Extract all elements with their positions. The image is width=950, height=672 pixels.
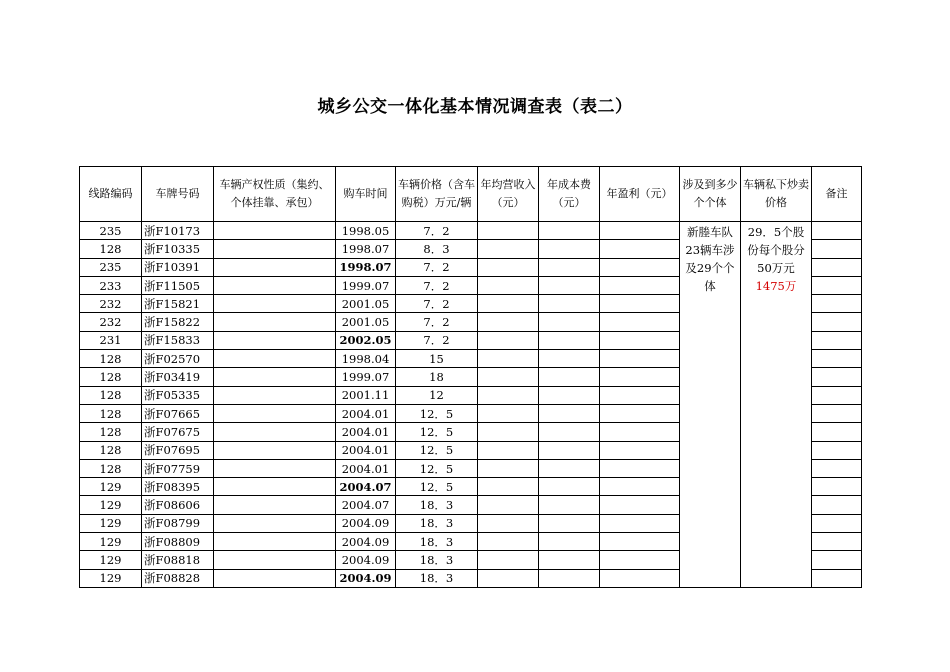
- cell-route-code: 128: [80, 404, 142, 422]
- cell-annual-cost: [539, 423, 600, 441]
- cell-annual-profit: [600, 240, 680, 258]
- cell-annual-cost: [539, 533, 600, 551]
- cell-price: 18: [396, 368, 478, 386]
- cell-purchase-time: 2004.01: [336, 459, 396, 477]
- cell-route-code: 128: [80, 240, 142, 258]
- header-remarks: 备注: [812, 167, 862, 222]
- cell-purchase-time: 2001.05: [336, 295, 396, 313]
- cell-price: 7．2: [396, 222, 478, 240]
- cell-annual-profit: [600, 350, 680, 368]
- cell-plate: 浙F08799: [142, 514, 214, 532]
- cell-price: 18．3: [396, 569, 478, 587]
- cell-purchase-time: 1999.07: [336, 276, 396, 294]
- cell-route-code: 128: [80, 368, 142, 386]
- cell-annual-revenue: [478, 459, 539, 477]
- cell-route-code: 232: [80, 313, 142, 331]
- cell-purchase-time: 2004.09: [336, 533, 396, 551]
- cell-remarks: [812, 496, 862, 514]
- table-body: [80, 167, 862, 588]
- cell-remarks: [812, 569, 862, 587]
- cell-route-code: 129: [80, 514, 142, 532]
- cell-annual-profit: [600, 533, 680, 551]
- cell-annual-cost: [539, 514, 600, 532]
- cell-remarks: [812, 459, 862, 477]
- cell-price: 12．5: [396, 459, 478, 477]
- cell-annual-revenue: [478, 551, 539, 569]
- cell-purchase-time: 1998.04: [336, 350, 396, 368]
- cell-annual-revenue: [478, 386, 539, 404]
- cell-annual-cost: [539, 222, 600, 240]
- cell-remarks: [812, 533, 862, 551]
- cell-ownership: [214, 222, 336, 240]
- cell-ownership: [214, 496, 336, 514]
- cell-route-code: 129: [80, 478, 142, 496]
- cell-annual-revenue: [478, 441, 539, 459]
- cell-annual-cost: [539, 331, 600, 349]
- private-price-total: 1475万: [755, 279, 797, 293]
- cell-ownership: [214, 386, 336, 404]
- header-individuals: 涉及到多少个个体: [680, 167, 741, 222]
- header-annual-revenue: 年均营收入（元）: [478, 167, 539, 222]
- cell-route-code: 129: [80, 569, 142, 587]
- cell-route-code: 128: [80, 459, 142, 477]
- cell-annual-revenue: [478, 222, 539, 240]
- cell-purchase-time: 2001.11: [336, 386, 396, 404]
- header-purchase-time: 购车时间: [336, 167, 396, 222]
- cell-price: 12: [396, 386, 478, 404]
- cell-annual-cost: [539, 569, 600, 587]
- cell-plate: 浙F05335: [142, 386, 214, 404]
- cell-annual-profit: [600, 258, 680, 276]
- cell-annual-revenue: [478, 404, 539, 422]
- cell-plate: 浙F10391: [142, 258, 214, 276]
- cell-purchase-time: 2004.09: [336, 514, 396, 532]
- cell-purchase-time: 2002.05: [336, 331, 396, 349]
- cell-price: 7．2: [396, 313, 478, 331]
- cell-purchase-time: 2004.01: [336, 441, 396, 459]
- cell-annual-revenue: [478, 240, 539, 258]
- cell-annual-cost: [539, 368, 600, 386]
- cell-remarks: [812, 313, 862, 331]
- cell-route-code: 129: [80, 496, 142, 514]
- cell-plate: 浙F15833: [142, 331, 214, 349]
- cell-ownership: [214, 295, 336, 313]
- cell-price: 18．3: [396, 551, 478, 569]
- cell-purchase-time: 2004.09: [336, 551, 396, 569]
- cell-ownership: [214, 368, 336, 386]
- cell-ownership: [214, 240, 336, 258]
- cell-annual-profit: [600, 295, 680, 313]
- cell-annual-revenue: [478, 368, 539, 386]
- private-price-note: 29．5个股份每个股分50万元: [747, 225, 805, 275]
- cell-plate: 浙F08818: [142, 551, 214, 569]
- cell-route-code: 235: [80, 258, 142, 276]
- cell-route-code: 128: [80, 386, 142, 404]
- header-plate: 车牌号码: [142, 167, 214, 222]
- cell-purchase-time: 2004.07: [336, 478, 396, 496]
- cell-price: 18．3: [396, 533, 478, 551]
- cell-annual-cost: [539, 313, 600, 331]
- cell-annual-revenue: [478, 276, 539, 294]
- cell-plate: 浙F10335: [142, 240, 214, 258]
- cell-annual-cost: [539, 350, 600, 368]
- cell-ownership: [214, 258, 336, 276]
- cell-annual-revenue: [478, 496, 539, 514]
- cell-purchase-time: 1998.07: [336, 240, 396, 258]
- cell-remarks: [812, 295, 862, 313]
- header-row: [80, 167, 862, 222]
- cell-route-code: 232: [80, 295, 142, 313]
- cell-annual-cost: [539, 404, 600, 422]
- cell-plate: 浙F08809: [142, 533, 214, 551]
- cell-plate: 浙F15821: [142, 295, 214, 313]
- header-annual-profit: 年盈利（元）: [600, 167, 680, 222]
- cell-annual-profit: [600, 441, 680, 459]
- cell-annual-profit: [600, 313, 680, 331]
- cell-ownership: [214, 404, 336, 422]
- cell-annual-revenue: [478, 569, 539, 587]
- cell-remarks: [812, 222, 862, 240]
- cell-remarks: [812, 331, 862, 349]
- cell-annual-cost: [539, 295, 600, 313]
- cell-price: 7．2: [396, 276, 478, 294]
- cell-remarks: [812, 478, 862, 496]
- cell-annual-profit: [600, 331, 680, 349]
- cell-remarks: [812, 276, 862, 294]
- cell-price: 18．3: [396, 514, 478, 532]
- cell-ownership: [214, 478, 336, 496]
- header-price: 车辆价格（含车购税）万元/辆: [396, 167, 478, 222]
- cell-annual-revenue: [478, 423, 539, 441]
- cell-route-code: 128: [80, 423, 142, 441]
- cell-ownership: [214, 441, 336, 459]
- cell-annual-cost: [539, 478, 600, 496]
- cell-remarks: [812, 258, 862, 276]
- cell-purchase-time: 2004.01: [336, 404, 396, 422]
- cell-annual-revenue: [478, 331, 539, 349]
- cell-price: 12．5: [396, 423, 478, 441]
- cell-purchase-time: 2001.05: [336, 313, 396, 331]
- cell-route-code: 128: [80, 441, 142, 459]
- cell-remarks: [812, 350, 862, 368]
- cell-remarks: [812, 386, 862, 404]
- cell-price: 12．5: [396, 404, 478, 422]
- cell-remarks: [812, 404, 862, 422]
- cell-annual-cost: [539, 258, 600, 276]
- cell-plate: 浙F07665: [142, 404, 214, 422]
- cell-annual-profit: [600, 459, 680, 477]
- header-route-code: 线路编码: [80, 167, 142, 222]
- cell-remarks: [812, 551, 862, 569]
- cell-annual-revenue: [478, 258, 539, 276]
- cell-ownership: [214, 331, 336, 349]
- cell-route-code: 233: [80, 276, 142, 294]
- table-row: [80, 222, 862, 240]
- cell-remarks: [812, 441, 862, 459]
- cell-annual-revenue: [478, 350, 539, 368]
- cell-ownership: [214, 313, 336, 331]
- cell-annual-revenue: [478, 514, 539, 532]
- cell-ownership: [214, 350, 336, 368]
- cell-annual-revenue: [478, 478, 539, 496]
- cell-annual-profit: [600, 386, 680, 404]
- cell-plate: 浙F15822: [142, 313, 214, 331]
- header-private-price: 车辆私下炒卖价格: [741, 167, 812, 222]
- cell-annual-profit: [600, 478, 680, 496]
- cell-plate: 浙F03419: [142, 368, 214, 386]
- cell-ownership: [214, 569, 336, 587]
- cell-price: 12．5: [396, 441, 478, 459]
- cell-annual-cost: [539, 276, 600, 294]
- header-ownership: 车辆产权性质（集约、个体挂靠、承包）: [214, 167, 336, 222]
- cell-annual-profit: [600, 514, 680, 532]
- cell-annual-profit: [600, 368, 680, 386]
- cell-ownership: [214, 551, 336, 569]
- cell-annual-cost: [539, 441, 600, 459]
- cell-annual-cost: [539, 386, 600, 404]
- survey-table: [79, 166, 862, 588]
- cell-annual-profit: [600, 569, 680, 587]
- cell-purchase-time: 1998.07: [336, 258, 396, 276]
- cell-price: 7．2: [396, 295, 478, 313]
- cell-plate: 浙F07675: [142, 423, 214, 441]
- cell-ownership: [214, 276, 336, 294]
- cell-annual-cost: [539, 459, 600, 477]
- cell-remarks: [812, 423, 862, 441]
- cell-ownership: [214, 514, 336, 532]
- cell-route-code: 129: [80, 533, 142, 551]
- cell-plate: 浙F08395: [142, 478, 214, 496]
- cell-route-code: 128: [80, 350, 142, 368]
- cell-route-code: 231: [80, 331, 142, 349]
- cell-annual-profit: [600, 496, 680, 514]
- cell-ownership: [214, 459, 336, 477]
- cell-plate: 浙F08606: [142, 496, 214, 514]
- cell-annual-profit: [600, 551, 680, 569]
- cell-plate: 浙F07695: [142, 441, 214, 459]
- cell-annual-cost: [539, 496, 600, 514]
- cell-annual-revenue: [478, 533, 539, 551]
- cell-annual-cost: [539, 240, 600, 258]
- cell-purchase-time: 1999.07: [336, 368, 396, 386]
- cell-purchase-time: 2004.01: [336, 423, 396, 441]
- cell-annual-revenue: [478, 295, 539, 313]
- cell-price: 7．2: [396, 331, 478, 349]
- cell-annual-revenue: [478, 313, 539, 331]
- page-title: 城乡公交一体化基本情况调查表（表二）: [317, 97, 633, 117]
- cell-remarks: [812, 368, 862, 386]
- cell-ownership: [214, 423, 336, 441]
- cell-purchase-time: 2004.09: [336, 569, 396, 587]
- cell-route-code: 235: [80, 222, 142, 240]
- cell-plate: 浙F08828: [142, 569, 214, 587]
- cell-plate: 浙F02570: [142, 350, 214, 368]
- cell-purchase-time: 1998.05: [336, 222, 396, 240]
- cell-plate: 浙F10173: [142, 222, 214, 240]
- cell-private-price: [741, 222, 812, 588]
- cell-annual-profit: [600, 222, 680, 240]
- cell-price: 8．3: [396, 240, 478, 258]
- cell-annual-profit: [600, 276, 680, 294]
- cell-price: 7．2: [396, 258, 478, 276]
- cell-annual-profit: [600, 423, 680, 441]
- cell-price: 18．3: [396, 496, 478, 514]
- cell-annual-cost: [539, 551, 600, 569]
- cell-remarks: [812, 240, 862, 258]
- cell-route-code: 129: [80, 551, 142, 569]
- cell-purchase-time: 2004.07: [336, 496, 396, 514]
- cell-ownership: [214, 533, 336, 551]
- cell-price: 12．5: [396, 478, 478, 496]
- cell-individuals-note: 新塍车队23辆车涉及29个个体: [680, 222, 741, 588]
- cell-annual-profit: [600, 404, 680, 422]
- cell-price: 15: [396, 350, 478, 368]
- header-annual-cost: 年成本费（元）: [539, 167, 600, 222]
- cell-remarks: [812, 514, 862, 532]
- cell-plate: 浙F07759: [142, 459, 214, 477]
- cell-plate: 浙F11505: [142, 276, 214, 294]
